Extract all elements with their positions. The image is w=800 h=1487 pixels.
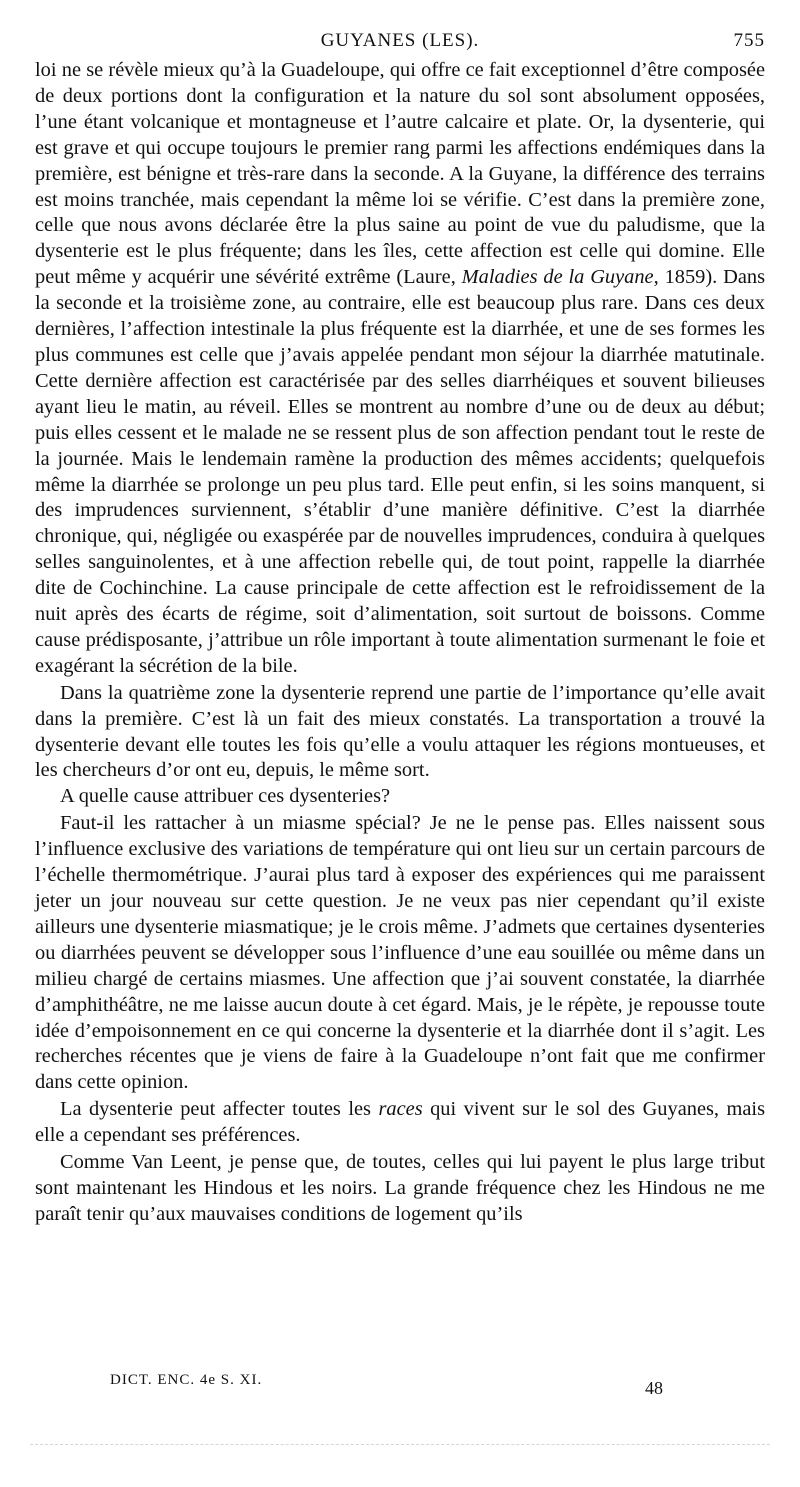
running-header xyxy=(35,30,765,56)
sheet-number: 48 xyxy=(645,1378,663,1398)
article-body xyxy=(35,58,765,1228)
paragraph-text: , 1859). Dans la seconde et la troisième zone, au contraire, elle est beaucoup plus rare. Dans ces deux dernières, l’affection intestinale la plus fréquente est la diarrhée, et une de ses formes les plus communes est celle que j’avais appelée pendant mon séjour la diarrhée matutinale. Cette dernière affection est caractérisée par des selles diarrhéiques et souvent bilieuses ayant lieu le matin, au réveil. Elles se montrent au nombre d’une ou de deux au début; puis elles cessent et le malade ne se ressent plus de son affection pendant tout le reste de la journée. Mais le lendemain ramène la production des mêmes accidents; quelquefois même la diarrhée se prolonge un peu plus tard. Elle peut enfin, si les soins manquent, si des imprudences surviennent, s’établir d’une manière définitive. C’est la diarrhée chronique, qui, négligée ou exaspérée par de nouvelles imprudences, conduira à quelques selles sanguinolentes, et à une affection rebelle qui, de tout point, rappelle la diarrhée dite de Cochinchine. La cause principale de cette affection est le refroidissement de la nuit après des écarts de régime, soit d’alimentation, soit surtout de boissons. Comme cause prédisposante, j’attribue un rôle important à toute alimentation surmenant le foie et exagérant la sécrétion de la bile. xyxy=(35,266,765,677)
paragraph-text: Faut-il les rattacher à un miasme spécial? Je ne le pense pas. Elles naissent sous l’influence exclusive des variations de température qui ont lieu sur un certain parcours de l’échelle thermométrique. J’aurai plus tard à exposer des expériences qui me paraissent jeter un jour nouveau sur cette question. Je ne veux pas nier cependant qu’il existe ailleurs une dysenterie miasmatique; je le crois même. J’admets que certaines dysenteries ou diarrhées peuvent se développer sous l’influence d’une eau souillée ou même dans un milieu chargé de certains miasmes. Une affection que j’ai souvent constatée, la diarrhée d’amphithéâtre, ne me laisse aucun doute à cet égard. Mais, je le répète, je repousse toute idée d’empoisonnement en ce qui concerne la dysenterie et la diarrhée dont il s’agit. Les recherches récentes que je viens de faire à la Guadeloupe n’ont fait que me confirmer dans cette opinion. xyxy=(35,812,765,1094)
paragraph-text: qui vivent sur le sol des Guyanes, mais elle a cependant ses préférences. xyxy=(35,1098,766,1147)
paragraph-miasma xyxy=(35,811,765,1096)
paragraph-text: Comme Van Leent, je pense que, de toutes, celles qui lui payent le plus large tribut sont maintenant les Hindous et les noirs. La grande fréquence chez les Hindous ne me paraît tenir qu’aux mauvaises conditions de logement qu’ils xyxy=(35,1151,765,1225)
paragraph-question xyxy=(35,784,765,810)
paragraph-text: La dysenterie peut affecter toutes les xyxy=(60,1098,379,1121)
running-title: GUYANES (LES). xyxy=(320,30,480,51)
printer-signature: DICT. ENC. 4e S. XI. xyxy=(110,1372,263,1388)
paragraph-continuation xyxy=(35,58,765,680)
paragraph-van-leent xyxy=(35,1150,765,1228)
paragraph-text: loi ne se révèle mieux qu’à la Guadeloupe, qui offre ce fait exceptionnel d’être composée de deux portions dont la configuration et la nature du sol sont absolument opposées, l’une étant volcanique et montagneuse et l’autre calcaire et plate. Or, la dysenterie, qui est grave et qui occupe toujours le premier rang parmi les affections endémiques dans la première, est bénigne et très-rare dans la seconde. A la Guyane, la différence des terrains est moins tranchée, mais cependant la même loi se vérifie. C’est dans la première zone, celle que nous avons déclarée être la plus saine au point de vue du paludisme, que la dysenterie est le plus fréquente; dans les îles, cette affection est celle qui domine. Elle peut même y acquérir une sévérité extrême (Laure, xyxy=(35,59,765,289)
paragraph-text: Dans la quatrième zone la dysenterie reprend une partie de l’importance qu’elle avait dans la première. C’est là un fait des mieux constatés. La transportation a trouvé la dysenterie devant elle toutes les fois qu’elle a voulu attaquer les régions montueuses, et les chercheurs d’or ont eu, depuis, le même sort. xyxy=(35,681,765,782)
page-footer xyxy=(110,1372,690,1402)
bottom-edge-specks xyxy=(30,1444,770,1447)
page-number: 755 xyxy=(733,30,765,51)
paragraph-fourth-zone xyxy=(35,681,765,785)
paragraph-races xyxy=(35,1097,765,1149)
book-title-italic: Maladies de la Guyane xyxy=(461,266,654,289)
races-italic: races xyxy=(378,1098,423,1121)
paragraph-text: A quelle cause attribuer ces dysenteries? xyxy=(60,785,391,808)
